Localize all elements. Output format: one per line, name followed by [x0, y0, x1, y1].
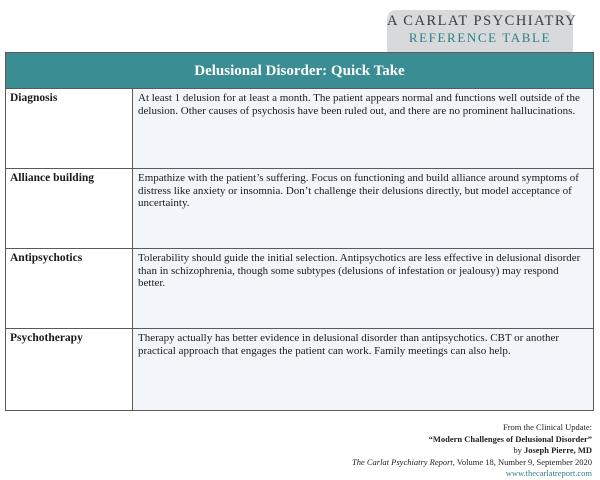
row-text-alliance-building: Empathize with the patient’s suffering. Focus on functioning and build alliance around symptoms of distress like anxiety or insomnia. Don’t challenge their delusions directly, but model acceptance of uncertainty.	[133, 169, 593, 248]
citation-journal-line	[352, 457, 592, 469]
table-row	[6, 249, 593, 329]
row-label-alliance-building: Alliance building	[6, 169, 133, 248]
citation-journal: The Carlat Psychiatry Report	[351, 456, 453, 467]
citation-footer	[352, 422, 592, 480]
row-text-antipsychotics: Tolerability should guide the initial selection. Antipsychotics are less effective in delusional disorder than in schizophrenia, though some subtypes (delusions of infestation or jealousy) may respond better.	[133, 249, 593, 328]
table-title: Delusional Disorder: Quick Take	[6, 53, 593, 89]
row-text-diagnosis: At least 1 delusion for at least a month. The patient appears normal and functions well outside of the delusion. Other causes of psychosis have been ruled out, and there are no prominent hallucinations.	[133, 89, 593, 168]
table-row	[6, 89, 593, 169]
citation-intro: From the Clinical Update:	[503, 422, 592, 432]
brand-subtitle: REFERENCE TABLE	[408, 30, 552, 45]
citation-url[interactable]: www.thecarlatreport.com	[505, 468, 592, 478]
citation-article-title: “Modern Challenges of Delusional Disorder”	[428, 433, 592, 444]
citation-author-line	[352, 445, 592, 457]
brand-name: A CARLAT PSYCHIATRY	[387, 13, 578, 29]
table-row	[6, 329, 593, 410]
row-label-psychotherapy: Psychotherapy	[6, 329, 133, 410]
citation-author: Joseph Pierre, MD	[523, 445, 592, 455]
row-text-psychotherapy: Therapy actually has better evidence in delusional disorder than antipsychotics. CBT or another practical approach that engages the patient can work. Family meetings can also help.	[133, 329, 593, 410]
table-row	[6, 169, 593, 249]
citation-by: by	[513, 445, 524, 455]
row-label-diagnosis: Diagnosis	[6, 89, 133, 168]
brand-tab	[387, 10, 578, 52]
reference-table	[5, 52, 594, 411]
citation-issue: , Volume 18, Number 9, September 2020	[452, 456, 592, 467]
row-label-antipsychotics: Antipsychotics	[6, 249, 133, 328]
